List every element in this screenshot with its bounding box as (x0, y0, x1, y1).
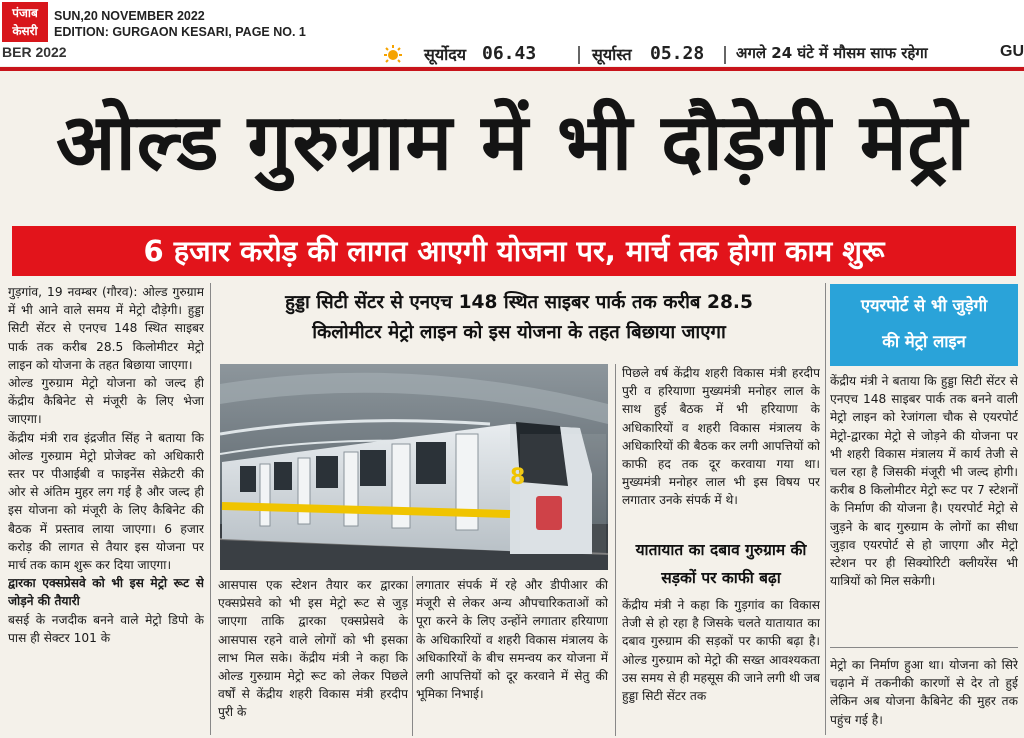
column1-para4: बसई के नजदीक बनने वाले मेट्रो डिपो के पास ही सेक्टर 101 के (8, 612, 204, 645)
masthead-divider (578, 46, 580, 64)
sidebar-divider (830, 647, 1018, 648)
headline: ओल्ड गुरुग्राम में भी दौड़ेगी मेट्रो (55, 98, 968, 188)
masthead-strip (0, 44, 1024, 66)
sidebar-title-line2: की मेट्रो लाइन (882, 332, 966, 351)
weather-forecast: अगले 24 घंटे में मौसम साफ रहेगा (736, 44, 928, 62)
column3-text: लगातार संपर्क में रहे और डीपीआर की मंजूरी से लेकर अन्य औपचारिकताओं को पूरा करने के लिए उन्होंने लगातार हरियाणा के अधिकारियों व शहरी विकास मंत्रालय के अधिकारियों के बीच समन्वय कर योजना में लगी आपत्तियों को दूर करवाने में सेतु की भूमिका निभाई। (416, 578, 608, 702)
edition-info (54, 8, 306, 40)
article-column-2 (218, 576, 408, 736)
column1-para1: गुड़गांव, 19 नवम्बर (गौरव): ओल्ड गुरुग्राम में भी आने वाले समय में मेट्रो दौड़ेगी। हुड्डा सिटी सेंटर से एनएच 148 स्थित साइबर पार्क तक करीब 28.5 किलोमीटर मेट्रो लाइन को योजना के तहत बिछाया जाएगा। (8, 285, 204, 372)
sunrise-time: 06.43 (482, 44, 537, 64)
sidebar-text: केंद्रीय मंत्री ने बताया कि हुड्डा सिटी सेंटर से एनएच 148 साइबर पार्क तक बनने वाली मेट्रो लाइन को रेजांगला चौक से एयरपोर्ट मेट्रो-द्वारका मेट्रो से जोड़ने की योजना पर भी शहरी विकास मंत्रालय में कार्य तेजी से चल रहा है जिसकी मंजूरी भी जल्द होगी। करीब 8 किलोमीटर मेट्रो रूट पर 7 स्टेशनों के निर्माण की योजना है। एयरपोर्ट मेट्रो से जुड़ने के बाद गुरुग्राम के लोगों का सीधा जुड़ाव एयरपोर्ट से हो जाएगा और मेट्रो स्टेशन पर ही सिक्योरिटी क्लीयरेंस भी यात्रियों को मिल सकेगी। (830, 374, 1018, 589)
deck-line1: हुड्डा सिटी सेंटर से एनएच 148 स्थित साइबर पार्क तक करीब 28.5 (285, 292, 753, 313)
column1-para3: केंद्रीय मंत्री राव इंद्रजीत सिंह ने बताया कि ओल्ड गुरुग्राम मेट्रो प्रोजेक्ट को अधिकारी स्तर पर पीआईबी व फाइनेंस सेक्रेटरी की ओर से अंतिम मुहर लग गई है और जल्द ही इस योजना को मंजूरी के लिए कैबिनेट की बैठक में प्रस्ताव लाया जाएगा। 6 हजार करोड़ की लागत से तैयार इस योजना पर मार्च तक काम शुरू कर दिया जाएगा। (8, 430, 204, 573)
column2-text: आसपास एक स्टेशन तैयार कर द्वारका एक्सप्रेसवे को भी इस मेट्रो रूट से जुड़ जाएगा ताकि द्वारका एक्सप्रेसवे के आसपास रहने वाले लोगों को भी इसका लाभ मिल सके। केंद्रीय मंत्री ने कहा कि ओल्ड गुरुग्राम मेट्रो रूट को लेकर पिछले वर्षों से केंद्रीय शहरी विकास मंत्री हरदीप पुरी के (218, 578, 408, 720)
punjab-kesari-logo (2, 2, 48, 42)
column-divider (825, 283, 826, 735)
logo-line2: केसरी (12, 24, 38, 38)
sun-icon (382, 45, 404, 63)
column-divider (615, 364, 616, 736)
strap-headline: 6 हजार करोड़ की लागत आएगी योजना पर, मार्च तक होगा काम शुरू (12, 226, 1016, 276)
sidebar-title-line1: एयरपोर्ट से भी जुड़ेगी (860, 296, 988, 315)
sidebar-title-box (830, 284, 1018, 366)
masthead-divider (724, 46, 726, 64)
train-number: 8 (510, 465, 526, 490)
metro-train-illustration (220, 364, 608, 570)
column-divider (412, 576, 413, 736)
column5-text: केंद्रीय मंत्री ने कहा कि गुड़गांव का विकास तेजी से हो रहा है जिसके चलते यातायात का दबाव गुरुग्राम की सड़कों पर काफी बढ़ा है। ओल्ड गुरुग्राम को मेट्रो की सख्त आवश्यकता उस समय से ही महसूस की जाने लगी थी जब हुड्डा सिटी सेंटर तक (622, 598, 820, 704)
column1-para2: ओल्ड गुरुग्राम मेट्रो योजना को जल्द ही केंद्रीय कैबिनेट से मंजूरी के लिए भेजा जाएगा। (8, 376, 204, 427)
sunset-label: सूर्यास्त (592, 45, 632, 64)
edition-bar (0, 0, 1024, 44)
column1-subhead: द्वारका एक्सप्रेसवे को भी इस मेट्रो रूट से जोड़ने की तैयारी (8, 576, 204, 609)
deck-line2: किलोमीटर मेट्रो लाइन को इस योजना के तहत बिछाया जाएगा (312, 322, 726, 343)
article-column-1 (8, 283, 204, 735)
sunrise-label: सूर्योदय (424, 45, 467, 64)
sunset-time: 05.28 (650, 44, 705, 64)
article-column-5 (622, 596, 820, 736)
edition-name: EDITION: GURGAON KESARI, PAGE NO. 1 (54, 25, 306, 39)
edition-date: SUN,20 NOVEMBER 2022 (54, 9, 205, 23)
subheading-traffic: यातायात का दबाव गुरुग्राम की सड़कों पर काफी बढ़ा (635, 541, 807, 587)
masthead-date: BER 2022 (2, 44, 67, 60)
article-column-4 (622, 364, 820, 538)
sidebar-body (830, 372, 1018, 642)
masthead-right: GU (1000, 44, 1024, 60)
logo-line1: पंजाब (12, 6, 38, 20)
column4-text: पिछले वर्ष केंद्रीय शहरी विकास मंत्री हरदीप पुरी व हरियाणा मुख्यमंत्री मनोहर लाल के साथ हुई बैठक में भी हरियाणा के अधिकारियों व शहरी विकास मंत्रालय के अधिकारियों की बैठक कर लगी आपत्तियों को काफी हद तक दूर करवाया गया था। मुख्यमंत्री मनोहर लाल भी इस विषय पर लगातार उनके संपर्क में थे। (622, 366, 820, 508)
metro-train-photo (220, 364, 608, 570)
masthead-rule (0, 67, 1024, 71)
sidebar-continuation-text: मेट्रो का निर्माण हुआ था। योजना को सिरे चढ़ाने में तकनीकी कारणों से देर तो हुई लेकिन अब योजना कैबिनेट की मुहर तक पहुंच गई है। (830, 658, 1018, 727)
deck-headline (216, 288, 822, 358)
article-column-3 (416, 576, 608, 736)
column-divider (210, 283, 211, 735)
sidebar-continuation (830, 656, 1018, 736)
